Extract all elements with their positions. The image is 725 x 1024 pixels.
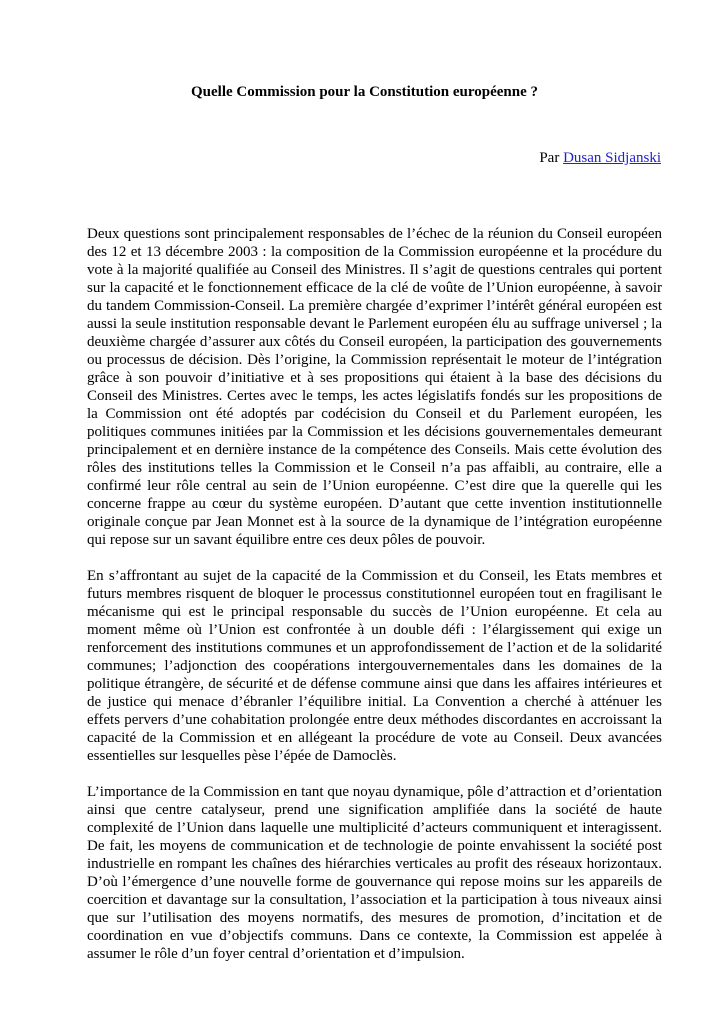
author-link[interactable]: Dusan Sidjanski bbox=[563, 150, 661, 166]
paragraph-1: Deux questions sont principalement responsables de l’échec de la réunion du Conseil européen des 12 et 13 décembre 2003 : la composition de la Commission européenne et la procédure du vote à la majorité qualifiée au Conseil des Ministres. Il s’agit de questions centrales qui portent sur la capacité et le fonctionnement efficace de la clé de voûte de l’Union européenne, à savoir du tandem Commission-Conseil. La première chargée d’exprimer l’intérêt général européen est aussi la seule institution responsable devant le Parlement européen élu au suffrage universel ; la deuxième chargée d’assurer aux côtés du Conseil européen, la participation des gouvernements ou processus de décision. Dès l’origine, la Commission représentait le moteur de l’intégration grâce à son pouvoir d’initiative et à ses propositions qui étaient à la base des décisions du Conseil des Ministres. Certes avec le temps, les actes législatifs fondés sur les propositions de la Commission ont été adoptés par codécision du Conseil et du Parlement européen, les politiques communes initiées par la Commission et les décisions gouvernementales demeurant principalement et en dernière instance de la compétence des Conseils. Mais cette évolution des rôles des institutions telles la Commission et le Conseil n’a pas affaibli, au contraire, elle a confirmé leur rôle central au sein de l’Union européenne. C’est dire que la querelle qui les concerne frappe au cœur du système européen. D’autant que cette invention institutionnelle originale conçue par Jean Monnet est à la source de la dynamique de l’intégration européenne qui repose sur un savant équilibre entre ces deux pôles de pouvoir. bbox=[87, 226, 662, 548]
paragraph-3: L’importance de la Commission en tant que noyau dynamique, pôle d’attraction et d’orientation ainsi que centre catalyseur, prend une signification amplifiée dans la société de haute complexité de l’Union dans laquelle une multiplicité d’acteurs communiquent et interagissent. De fait, les moyens de communication et de technologie de pointe envahissent la société post industrielle en rompant les chaînes des hiérarchies verticales au profit des réseaux horizontaux. D’où l’émergence d’une nouvelle forme de gouvernance qui repose moins sur les appareils de coercition et davantage sur la consultation, l’association et la participation à tous niveaux ainsi que sur l’utilisation des moyens normatifs, des mesures de promotion, d’incitation et de coordination en vue d’objectifs communs. Dans ce contexte, la Commission est appelée à assumer le rôle d’un foyer central d’orientation et d’impulsion. bbox=[87, 784, 662, 962]
paragraph-2: En s’affrontant au sujet de la capacité de la Commission et du Conseil, les Etats membres et futurs membres risquent de bloquer le processus constitutionnel européen tout en fragilisant le mécanisme qui est le principal responsable du succès de l’Union européenne. Et cela au moment même où l’Union est confrontée à un double défi : l’élargissement qui exige un renforcement des institutions communes et un approfondissement de l’action et de la solidarité communes; l’adjonction des coopérations intergouvernementales dans les domaines de la politique étrangère, de sécurité et de défense commune ainsi que dans les affaires intérieures et de justice qui menace d’ébranler l’équilibre initial. La Convention a cherché à atténuer les effets pervers d’une cohabitation prolongée entre deux méthodes discordantes en accroissant la capacité de la Commission et en allégeant la procédure de vote au Conseil. Deux avancées essentielles sur lesquelles pèse l’épée de Damoclès. bbox=[87, 568, 662, 764]
byline-prefix: Par bbox=[539, 150, 560, 166]
document-title-text: Quelle Commission pour la Constitution européenne ? bbox=[191, 84, 538, 100]
document-title bbox=[0, 84, 725, 101]
byline bbox=[539, 150, 661, 167]
document-body bbox=[87, 225, 662, 981]
